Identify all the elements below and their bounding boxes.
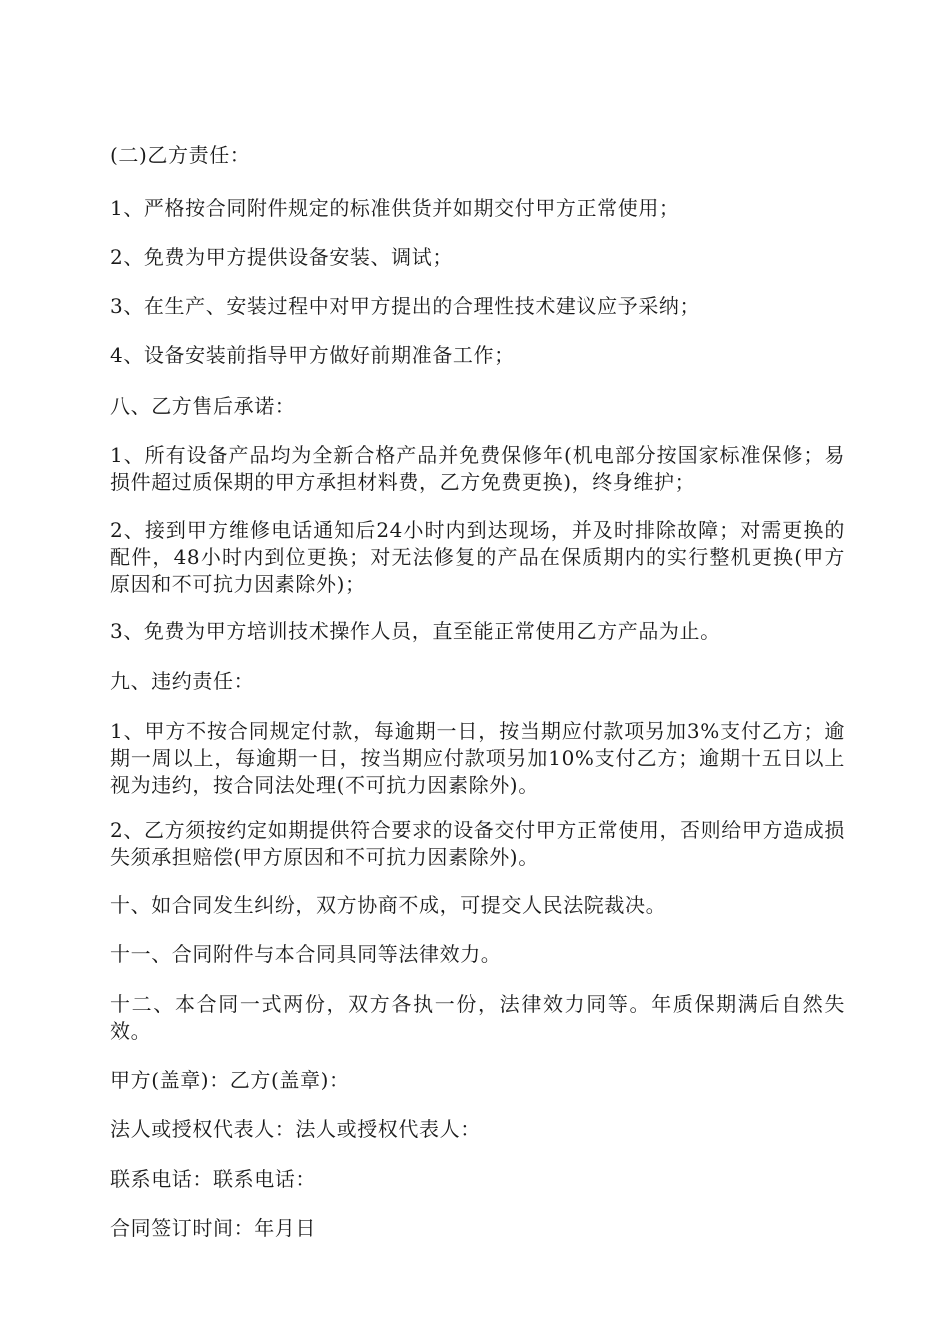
paragraph-b-resp-1: 1、严格按合同附件规定的标准供货并如期交付甲方正常使用； (110, 196, 680, 220)
section-heading-party-b-responsibilities: (二)乙方责任： (110, 143, 251, 167)
paragraph-after-sales-3: 3、免费为甲方培训技术操作人员，直至能正常使用乙方产品为止。 (110, 619, 721, 643)
paragraph-b-resp-2: 2、免费为甲方提供设备安装、调试； (110, 245, 453, 269)
paragraph-copies: 十二、本合同一式两份，双方各执一份，法律效力同等。年质保期满后自然失效。 (110, 992, 845, 1043)
paragraph-breach-2: 2、乙方须按约定如期提供符合要求的设备交付甲方正常使用，否则给甲方造成损失须承担赔偿(甲方原因和不可抗力因素除外)。 (110, 818, 845, 869)
signature-phone-line: 联系电话：联系电话： (110, 1167, 316, 1191)
paragraph-after-sales-2: 2、接到甲方维修电话通知后24小时内到达现场，并及时排除故障；对需更换的配件，48小时内到位更换；对无法修复的产品在保质期内的实行整机更换(甲方原因和不可抗力因素除外)； (110, 518, 845, 596)
paragraph-breach-1: 1、甲方不按合同规定付款，每逾期一日，按当期应付款项另加3%支付乙方；逾期一周以上，每逾期一日，按当期应付款项另加10%支付乙方；逾期十五日以上视为违约，按合同法处理(不可抗力因素除外)。 (110, 719, 845, 797)
section-heading-breach: 九、违约责任： (110, 669, 255, 693)
paragraph-b-resp-4: 4、设备安装前指导甲方做好前期准备工作； (110, 343, 515, 367)
signature-representative-line: 法人或授权代表人：法人或授权代表人： (110, 1117, 481, 1141)
paragraph-attachments: 十一、合同附件与本合同具同等法律效力。 (110, 942, 502, 966)
paragraph-dispute: 十、如合同发生纠纷，双方协商不成，可提交人民法院裁决。 (110, 893, 667, 917)
signature-date-line: 合同签订时间：年月日 (110, 1216, 316, 1240)
signature-seal-line: 甲方(盖章)：乙方(盖章)： (110, 1068, 350, 1092)
paragraph-after-sales-1: 1、所有设备产品均为全新合格产品并免费保修年(机电部分按国家标准保修；易损件超过质保期的甲方承担材料费，乙方免费更换)，终身维护； (110, 443, 845, 494)
section-heading-after-sales: 八、乙方售后承诺： (110, 394, 296, 418)
paragraph-b-resp-3: 3、在生产、安装过程中对甲方提出的合理性技术建议应予采纳； (110, 294, 701, 318)
